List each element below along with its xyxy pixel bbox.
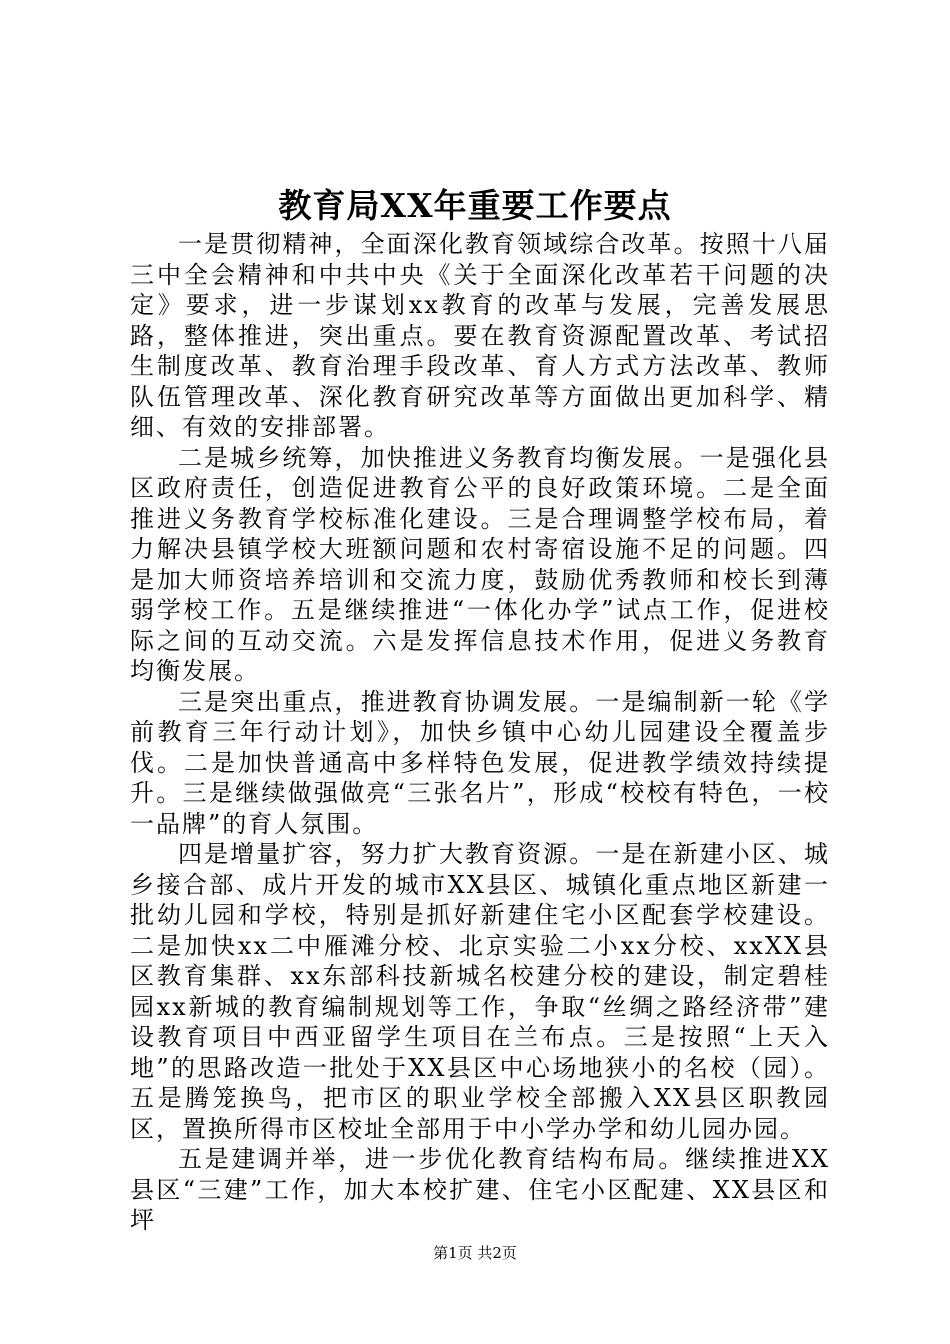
paragraph-1: 一是贯彻精神，全面深化教育领域综合改革。按照十八届三中全会精神和中共中央《关于全面深化改革若干问题的决定》要求，进一步谋划xx教育的改革与发展，完善发展思路，整体推进，突出重点。要在教育资源配置改革、考试招生制度改革、教育治理手段改革、育人方式方法改革、教师队伍管理改革、深化教育研究改革等方面做出更加科学、精细、有效的安排部署。 [130, 230, 830, 441]
paragraph-4: 四是增量扩容，努力扩大教育资源。一是在新建小区、城乡接合部、成片开发的城市XX县区、城镇化重点地区新建一批幼儿园和学校，特别是抓好新建住宅小区配套学校建设。二是加快xx二中雁滩分校、北京实验二小xx分校、xxXX县区教育集群、xx东部科技新城名校建分校的建设，制定碧桂园xx新城的教育编制规划等工作，争取“丝绸之路经济带”建设教育项目中西亚留学生项目在兰布点。三是按照“上天入地”的思路改造一批处于XX县区中心场地狭小的名校（园）。五是腾笼换鸟，把市区的职业学校全部搬入XX县区职教园区，置换所得市区校址全部用于中小学办学和幼儿园办园。 [130, 840, 830, 1143]
document-title: 教育局XX年重要工作要点 [278, 186, 672, 225]
paragraph-5: 五是建调并举，进一步优化教育结构布局。继续推进XX县区“三建”工作，加大本校扩建、住宅小区配建、XX县区和坪 [130, 1145, 830, 1234]
document-body [130, 229, 830, 1236]
paragraph-2: 二是城乡统筹，加快推进义务教育均衡发展。一是强化县区政府责任，创造促进教育公平的良好政策环境。二是全面推进义务教育学校标准化建设。三是合理调整学校布局，着力解决县镇学校大班额问题和农村寄宿设施不足的问题。四是加大师资培养培训和交流力度，鼓励优秀教师和校长到薄弱学校工作。五是继续推进“一体化办学”试点工作，促进校际之间的互动交流。六是发挥信息技术作用，促进义务教育均衡发展。 [130, 443, 830, 685]
page-number-footer: 第1页 共2页 [433, 1244, 517, 1262]
paragraph-3: 三是突出重点，推进教育协调发展。一是编制新一轮《学前教育三年行动计划》，加快乡镇中心幼儿园建设全覆盖步伐。二是加快普通高中多样特色发展，促进教学绩效持续提升。三是继续做强做亮“三张名片”，形成“校校有特色，一校一品牌”的育人氛围。 [130, 687, 830, 838]
